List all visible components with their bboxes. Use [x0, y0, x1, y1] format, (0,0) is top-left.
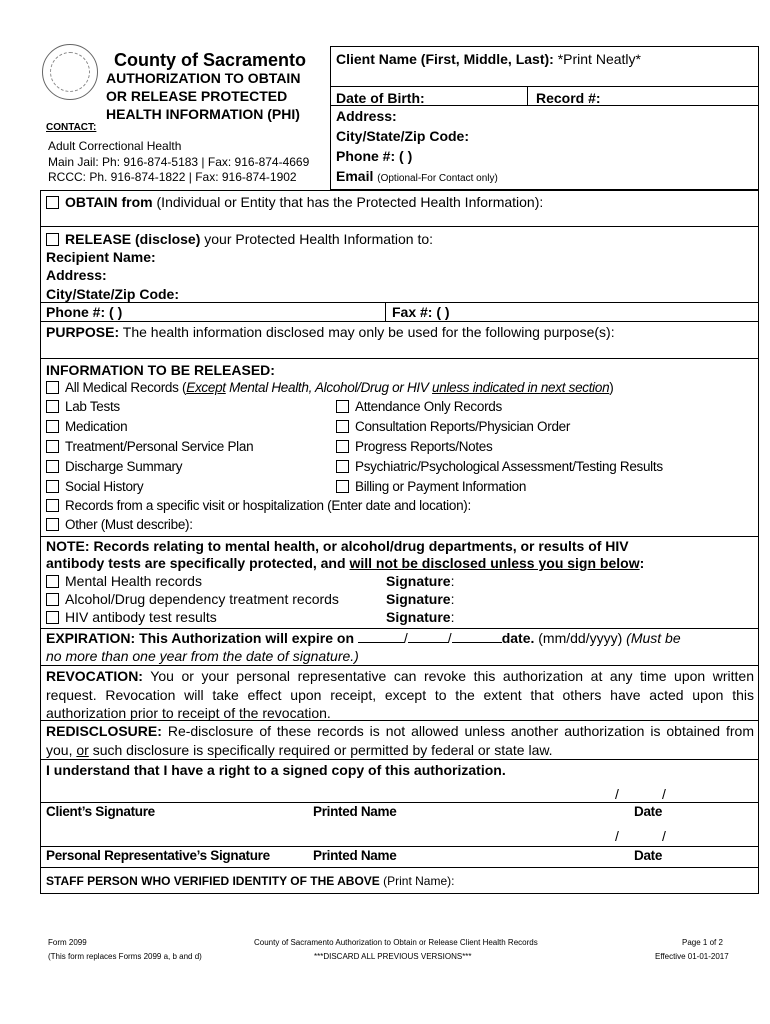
right-option-4-label: Billing or Payment Information — [355, 479, 527, 494]
protected-option-1 — [46, 591, 339, 607]
recipient-phone-field[interactable]: Phone #: ( ) — [46, 304, 123, 320]
client-email-field[interactable]: Email (Optional-For Contact only) — [336, 168, 498, 184]
purpose-row: PURPOSE: The health information disclosed may only be used for the following purpose(s): — [46, 324, 615, 340]
right-option-0-checkbox[interactable] — [336, 400, 349, 413]
protected-signature-field-2[interactable]: Signature: — [386, 609, 455, 625]
client-date-slash-1: / — [615, 786, 619, 802]
protected-option-0-label: Mental Health records — [65, 573, 202, 589]
protected-option-1-label: Alcohol/Drug dependency treatment records — [65, 591, 339, 607]
form-title-line-2: OR RELEASE PROTECTED — [106, 88, 288, 104]
right-option-1-label: Consultation Reports/Physician Order — [355, 419, 571, 434]
footer-effective-date: Effective 01-01-2017 — [655, 952, 729, 961]
right-option-4 — [336, 479, 526, 494]
protected-option-2 — [46, 609, 217, 625]
footer-center-title: County of Sacramento Authorization to Obtain or Release Client Health Records — [254, 938, 538, 947]
obtain-from-row: OBTAIN from (Individual or Entity that has the Protected Health Information): — [46, 194, 543, 210]
expiration-row: EXPIRATION: This Authorization will expire on / / date. (mm/dd/yyyy) (Must be — [46, 630, 681, 646]
all-medical-records-option: All Medical Records (Except Mental Health, Alcohol/Drug or HIV unless indicated in next section) — [46, 380, 614, 395]
specific-visit-option: Records from a specific visit or hospitalization (Enter date and location): — [46, 498, 471, 513]
client-address-field[interactable]: Address: — [336, 108, 397, 124]
client-date-slash-2: / — [662, 786, 666, 802]
client-date-label: Date — [634, 804, 663, 819]
footer-discard-notice: ***DISCARD ALL PREVIOUS VERSIONS*** — [314, 952, 472, 961]
county-seal-icon — [42, 44, 98, 100]
protected-signature-field-1[interactable]: Signature: — [386, 591, 455, 607]
recipient-city-field[interactable]: City/State/Zip Code: — [46, 286, 180, 302]
left-option-0-checkbox[interactable] — [46, 400, 59, 413]
recipient-name-field[interactable]: Recipient Name: — [46, 249, 156, 265]
contact-line-3: RCCC: Ph. 916-874-1822 | Fax: 916-874-1902 — [48, 170, 297, 184]
info-heading: INFORMATION TO BE RELEASED: — [46, 362, 275, 378]
protected-option-1-checkbox[interactable] — [46, 593, 59, 606]
client-city-field[interactable]: City/State/Zip Code: — [336, 128, 470, 144]
footer-form-number: Form 2099 — [48, 938, 87, 947]
record-number-field[interactable]: Record #: — [536, 90, 601, 106]
footer-page-number: Page 1 of 2 — [682, 938, 723, 947]
right-option-1 — [336, 419, 570, 434]
client-signature-line[interactable] — [40, 802, 759, 803]
all-medical-records-checkbox[interactable] — [46, 381, 59, 394]
revocation-paragraph: REVOCATION: You or your personal representative can revoke this authorization at any time upon written request. Revocation will take effect upon receipt, except to the extent that others have acted upon this authorization prior to receipt of the revocation. — [46, 668, 755, 721]
form-title-line-3: HEALTH INFORMATION (PHI) — [106, 106, 300, 122]
left-option-3-label: Discharge Summary — [65, 459, 183, 474]
rep-printed-name-label: Printed Name — [313, 848, 397, 863]
other-option: Other (Must describe): — [46, 517, 193, 532]
recipient-address-field[interactable]: Address: — [46, 267, 107, 283]
redisclosure-paragraph: REDISCLOSURE: Re-disclosure of these records is not allowed unless another authorization is obtained from you, or such disclosure is specifically required or permitted by federal or state law. — [46, 723, 755, 758]
left-option-4-checkbox[interactable] — [46, 480, 59, 493]
contact-line-2: Main Jail: Ph: 916-874-5183 | Fax: 916-874-4669 — [48, 155, 310, 169]
right-option-2-checkbox[interactable] — [336, 440, 349, 453]
contact-line-1: Adult Correctional Health — [48, 139, 182, 153]
rep-date-label: Date — [634, 848, 663, 863]
protected-option-0-checkbox[interactable] — [46, 575, 59, 588]
release-checkbox[interactable] — [46, 233, 59, 246]
client-phone-field[interactable]: Phone #: ( ) — [336, 148, 413, 164]
understand-statement: I understand that I have a right to a signed copy of this authorization. — [46, 762, 506, 778]
left-option-1 — [46, 419, 127, 434]
note-line-1: NOTE: Records relating to mental health, or alcohol/drug departments, or results of HIV — [46, 538, 629, 554]
form-title-line-1: AUTHORIZATION TO OBTAIN — [106, 70, 301, 86]
left-option-3-checkbox[interactable] — [46, 460, 59, 473]
rep-date-slash-1: / — [615, 828, 619, 844]
left-option-2 — [46, 439, 253, 454]
left-option-1-label: Medication — [65, 419, 128, 434]
left-option-2-label: Treatment/Personal Service Plan — [65, 439, 254, 454]
footer-replaces: (This form replaces Forms 2099 a, b and d) — [48, 952, 202, 961]
right-option-4-checkbox[interactable] — [336, 480, 349, 493]
left-option-0 — [46, 399, 120, 414]
protected-signature-field-0[interactable]: Signature: — [386, 573, 455, 589]
obtain-checkbox[interactable] — [46, 196, 59, 209]
protected-option-2-checkbox[interactable] — [46, 611, 59, 624]
right-option-3 — [336, 459, 663, 474]
right-option-3-label: Psychiatric/Psychological Assessment/Testing Results — [355, 459, 663, 474]
right-option-0-label: Attendance Only Records — [355, 399, 502, 414]
left-option-4-label: Social History — [65, 479, 144, 494]
right-option-3-checkbox[interactable] — [336, 460, 349, 473]
dob-field[interactable]: Date of Birth: — [336, 90, 425, 106]
right-option-0 — [336, 399, 502, 414]
left-option-1-checkbox[interactable] — [46, 420, 59, 433]
rep-date-slash-2: / — [662, 828, 666, 844]
right-option-1-checkbox[interactable] — [336, 420, 349, 433]
county-title: County of Sacramento — [114, 50, 307, 70]
client-name-field[interactable]: Client Name (First, Middle, Last): *Print Neatly* — [336, 51, 641, 67]
rep-signature-label: Personal Representative’s Signature — [46, 848, 270, 863]
left-option-0-label: Lab Tests — [65, 399, 120, 414]
contact-label: CONTACT: — [46, 122, 97, 133]
other-checkbox[interactable] — [46, 518, 59, 531]
protected-option-2-label: HIV antibody test results — [65, 609, 217, 625]
right-option-2 — [336, 439, 492, 454]
left-option-2-checkbox[interactable] — [46, 440, 59, 453]
protected-option-0 — [46, 573, 202, 589]
rep-signature-line[interactable] — [40, 846, 759, 847]
specific-visit-checkbox[interactable] — [46, 499, 59, 512]
staff-verification-field[interactable]: STAFF PERSON WHO VERIFIED IDENTITY OF THE ABOVE (Print Name): — [46, 874, 455, 888]
client-signature-label: Client’s Signature — [46, 804, 155, 819]
release-row: RELEASE (disclose) your Protected Health Information to: — [46, 231, 433, 247]
recipient-fax-field[interactable]: Fax #: ( ) — [392, 304, 450, 320]
expiration-line-2: no more than one year from the date of signature.) — [46, 648, 359, 664]
left-option-3 — [46, 459, 182, 474]
left-option-4 — [46, 479, 143, 494]
client-printed-name-label: Printed Name — [313, 804, 397, 819]
note-line-2: antibody tests are specifically protected, and will not be disclosed unless you sign below: — [46, 555, 645, 571]
right-option-2-label: Progress Reports/Notes — [355, 439, 493, 454]
